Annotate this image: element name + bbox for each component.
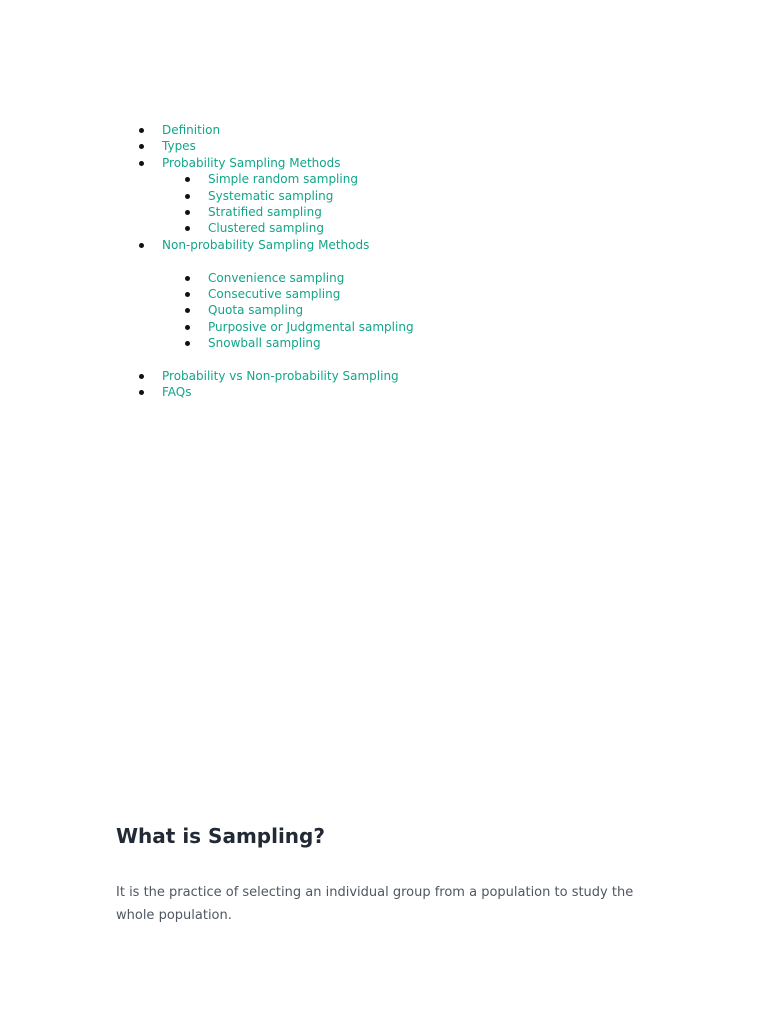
toc-link-types[interactable]	[0, 138, 700, 154]
bullet-icon	[139, 128, 144, 133]
bullet-icon	[139, 390, 144, 395]
toc-link-label: FAQs	[162, 385, 192, 400]
toc-link-label: Convenience sampling	[208, 270, 345, 285]
bullet-icon	[185, 308, 190, 313]
bullet-icon	[185, 177, 190, 182]
bullet-icon	[185, 341, 190, 346]
toc-link-simple-random-sampling[interactable]	[0, 171, 700, 187]
toc-link-non-probability-sampling-methods[interactable]	[0, 237, 700, 253]
bullet-icon	[185, 292, 190, 297]
toc-link-stratified-sampling[interactable]	[0, 204, 700, 220]
bullet-icon	[139, 161, 144, 166]
bullet-icon	[139, 374, 144, 379]
toc-link-label: Probability Sampling Methods	[162, 155, 341, 170]
bullet-icon	[139, 144, 144, 149]
section-heading: What is Sampling?	[116, 824, 325, 848]
toc-link-probability-vs-non-probability[interactable]	[0, 368, 700, 384]
toc-link-systematic-sampling[interactable]	[0, 188, 700, 204]
toc-spacer	[0, 253, 700, 269]
toc-link-definition[interactable]	[0, 122, 700, 138]
toc-link-label: Clustered sampling	[208, 221, 324, 236]
toc-link-probability-sampling-methods[interactable]	[0, 155, 700, 171]
bullet-icon	[139, 243, 144, 248]
bullet-icon	[185, 210, 190, 215]
toc-link-label: Types	[162, 139, 196, 154]
toc-link-label: Quota sampling	[208, 303, 304, 318]
toc-spacer	[0, 351, 700, 367]
toc-link-consecutive-sampling[interactable]	[0, 286, 700, 302]
section-paragraph: It is the practice of selecting an individual group from a population to study the whole population.	[116, 885, 634, 923]
toc-link-quota-sampling[interactable]	[0, 302, 700, 318]
bullet-icon	[185, 276, 190, 281]
toc-link-clustered-sampling[interactable]	[0, 220, 700, 236]
toc-link-label: Probability vs Non-probability Sampling	[162, 368, 399, 383]
toc-link-label: Snowball sampling	[208, 336, 321, 351]
toc-link-label: Simple random sampling	[208, 172, 358, 187]
toc-link-convenience-sampling[interactable]	[0, 270, 700, 286]
toc-link-purposive-sampling[interactable]	[0, 319, 700, 335]
toc-link-label: Systematic sampling	[208, 188, 334, 203]
toc-link-label: Purposive or Judgmental sampling	[208, 319, 414, 334]
bullet-icon	[185, 325, 190, 330]
toc-link-label: Consecutive sampling	[208, 286, 341, 301]
bullet-icon	[185, 194, 190, 199]
toc-link-label: Stratified sampling	[208, 204, 322, 219]
toc-link-faqs[interactable]	[0, 384, 700, 400]
toc-link-snowball-sampling[interactable]	[0, 335, 700, 351]
toc-link-label: Non-probability Sampling Methods	[162, 237, 370, 252]
toc-link-label: Definition	[162, 123, 221, 137]
table-of-contents	[0, 122, 700, 401]
bullet-icon	[185, 226, 190, 231]
